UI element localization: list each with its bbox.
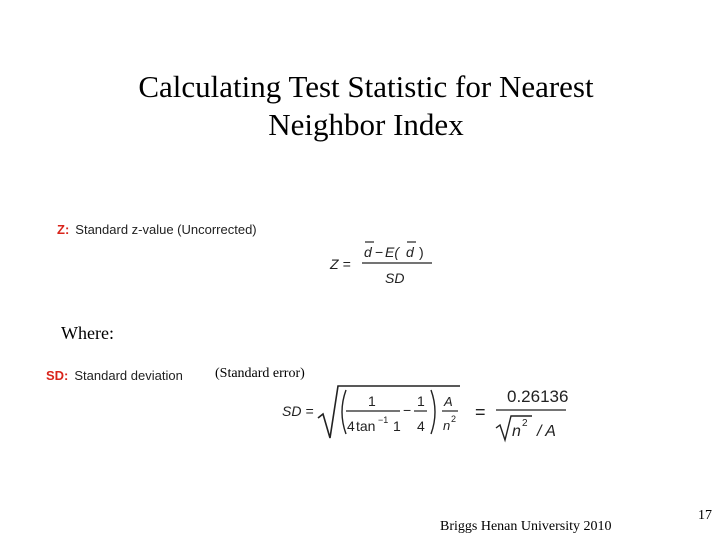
standard-error-note: (Standard error): [215, 366, 305, 381]
z-term-definition: [57, 222, 257, 237]
slide-number: 17: [698, 508, 712, 523]
z-num-d2: d: [406, 244, 414, 260]
sd-frac3-den-exp: 2: [451, 414, 457, 424]
sd-radical: [318, 386, 460, 438]
sd-equals: =: [475, 402, 486, 422]
sd-left-paren: [342, 390, 346, 434]
sd-term-label: Standard deviation: [74, 368, 183, 383]
sd-frac3-num: A: [444, 394, 453, 409]
sd-frac2-num: 1: [417, 393, 425, 409]
sd-frac1-num: 1: [368, 393, 376, 409]
z-term-key: Z:: [57, 222, 70, 237]
sd-minus: −: [403, 402, 412, 418]
sd-rhs-den-exp: 2: [522, 418, 528, 429]
sd-frac1-den-4: 4: [347, 418, 355, 434]
sd-rhs-den-rest: / A: [537, 423, 556, 440]
sd-frac1-den-1: 1: [393, 418, 401, 434]
sd-term-key: SD:: [46, 368, 69, 383]
sd-formula: [282, 384, 572, 444]
sd-frac3-den: n: [443, 418, 451, 433]
z-num-close: ): [419, 244, 424, 260]
z-lhs: Z =: [330, 256, 351, 272]
sd-frac1-den-tan: tan: [356, 418, 376, 434]
z-den: SD: [385, 270, 405, 286]
sd-frac1-den-exp: −1: [378, 415, 389, 425]
sd-rhs-den-n: n: [512, 423, 521, 440]
slide-title: [60, 68, 672, 144]
z-term-label: Standard z-value (Uncorrected): [75, 222, 257, 237]
sd-rhs-num: 0.26136: [507, 387, 569, 406]
sd-frac2-den: 4: [417, 418, 425, 434]
where-label: Where:: [61, 323, 114, 343]
title-line-1: Calculating Test Statistic for Nearest: [138, 69, 594, 104]
z-num-E: E(: [385, 244, 399, 260]
sd-right-paren: [431, 390, 435, 434]
z-num-d: d: [364, 244, 372, 260]
z-formula: [328, 236, 438, 292]
sd-lhs: SD =: [282, 403, 314, 419]
z-num-minus: −: [375, 244, 384, 260]
sd-term-definition: [46, 368, 183, 383]
footer-credit: Briggs Henan University 2010: [440, 519, 612, 534]
title-line-2: Neighbor Index: [268, 107, 464, 142]
